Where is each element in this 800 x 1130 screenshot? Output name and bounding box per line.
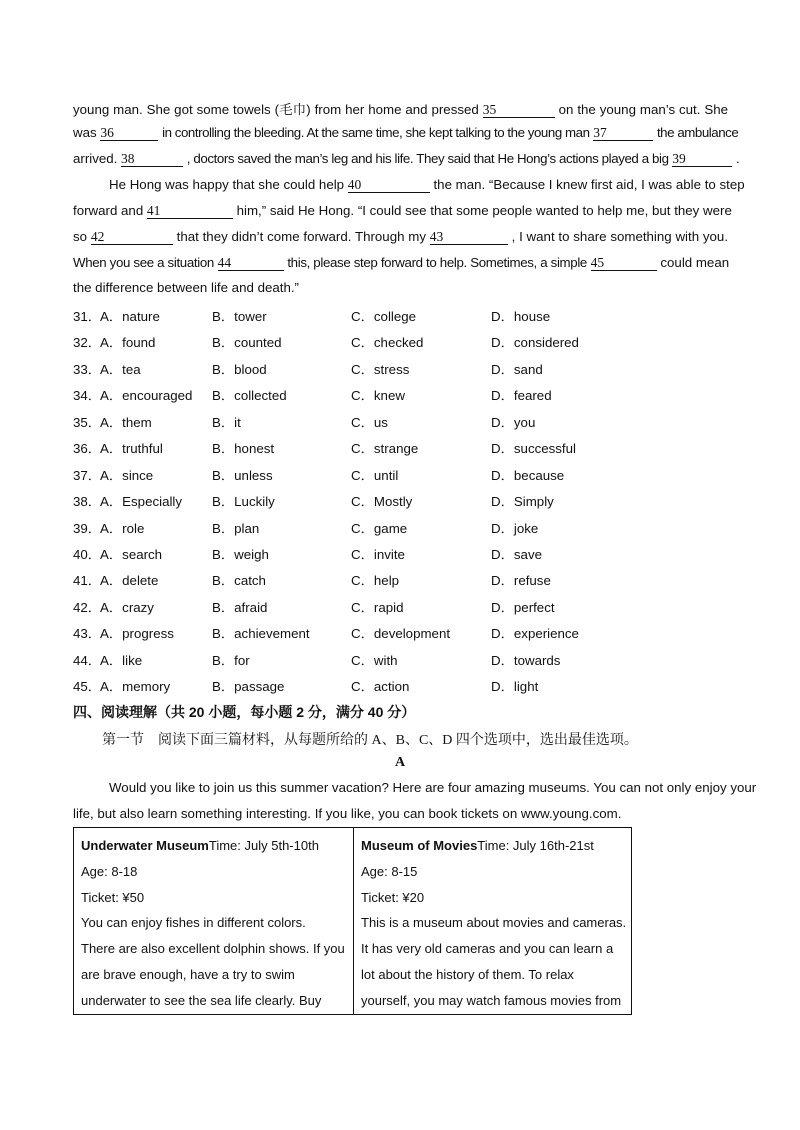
option-b: B．afraid [212, 600, 268, 615]
passage-text: the difference between life and death.” [73, 280, 299, 295]
question-number: 36． [73, 441, 102, 456]
option-b: B．achievement [212, 626, 310, 641]
question-number: 41． [73, 573, 102, 588]
passage-text: the ambulance [656, 125, 739, 140]
option-b: B．counted [212, 335, 282, 350]
option-a: A．them [100, 415, 152, 430]
intro-line: life, but also learn something interesting. If you like, you can book tickets on www.young.com. [73, 806, 622, 821]
option-d: D．towards [491, 653, 561, 668]
passage-text: When you see a situation [73, 255, 214, 270]
option-a: A．encouraged [100, 388, 193, 403]
option-d: D．light [491, 679, 539, 694]
option-a: A．like [100, 653, 143, 668]
question-number: 40． [73, 547, 102, 562]
option-c: C．action [351, 679, 410, 694]
option-d: D．considered [491, 335, 579, 350]
option-a: A．nature [100, 309, 160, 324]
option-b: B．blood [212, 362, 267, 377]
option-c: C．development [351, 626, 451, 641]
option-c: C．with [351, 653, 398, 668]
passage-text: could mean [660, 255, 730, 270]
option-a: A．crazy [100, 600, 154, 615]
option-d: D．experience [491, 626, 579, 641]
passage-text: him,” said He Hong. “I could see that some people wanted to help me, but they were [236, 203, 732, 218]
museum-desc: lot about the history of them. To relax [361, 966, 574, 982]
option-b: B．plan [212, 521, 260, 536]
museum-name: Museum of Movies [361, 838, 478, 853]
passage-text: , doctors saved the man’s leg and his life. They said that He Hong’s actions played a big [186, 151, 669, 166]
option-c: C．knew [351, 388, 405, 403]
option-c: C．game [351, 521, 408, 536]
option-d: D．refuse [491, 573, 551, 588]
passage-text: so [73, 229, 88, 244]
section-instruction: 第一节 阅读下面三篇材料，从每题所给的 A、B、C、D 四个选项中，选出最佳选项。 [102, 733, 638, 748]
option-c: C．strange [351, 441, 419, 456]
blank-number: 40 [348, 178, 430, 193]
museum-time: Time: July 16th-21st [477, 838, 594, 853]
passage-line [73, 99, 728, 118]
option-d: D．feared [491, 388, 552, 403]
option-c: C．us [351, 415, 388, 430]
passage-line [73, 229, 728, 245]
passage-text: on the young man’s cut. She [558, 102, 729, 117]
section-title: 四、阅读理解（共 20 小题，每小题 2 分，满分 40 分） [73, 704, 416, 720]
option-b: B．Luckily [212, 494, 275, 509]
passage-line [109, 177, 745, 193]
intro-line: Would you like to join us this summer vacation? Here are four amazing museums. You can not only enjoy your [109, 780, 757, 795]
blank-number: 41 [147, 204, 233, 219]
question-number: 43． [73, 626, 102, 641]
passage-text: this, please step forward to help. Sometimes, a simple [287, 255, 587, 270]
passage-text: that they didn’t come forward. Through my [176, 229, 426, 244]
question-number: 42． [73, 600, 102, 615]
option-a: A．found [100, 335, 156, 350]
option-d: D．successful [491, 441, 576, 456]
blank-number: 39 [672, 152, 732, 167]
passage-line [73, 125, 739, 141]
blank-number: 37 [593, 126, 653, 141]
museum-age: Age: 8-15 [361, 863, 418, 879]
passage-text: in controlling the bleeding. At the same time, she kept talking to the young man [162, 125, 590, 140]
option-d: D．you [491, 415, 536, 430]
question-number: 34． [73, 388, 102, 403]
museum-ticket: Ticket: ¥20 [361, 889, 425, 905]
option-c: C．stress [351, 362, 410, 377]
passage-line [73, 280, 728, 295]
passage-text: . [735, 151, 740, 166]
passage-line [73, 203, 732, 219]
question-number: 32． [73, 335, 102, 350]
option-b: B．unless [212, 468, 273, 483]
museum-desc: are brave enough, have a try to swim [81, 966, 295, 982]
museum-desc: This is a museum about movies and cameras. [361, 915, 627, 931]
question-number: 31． [73, 309, 102, 324]
museum-name: Underwater Museum [81, 838, 209, 853]
option-b: B．catch [212, 573, 266, 588]
passage-text: was [73, 125, 97, 140]
option-d: D．sand [491, 362, 543, 377]
passage-text: arrived. [73, 151, 118, 166]
museum-desc: You can enjoy fishes in different colors. [81, 915, 306, 931]
option-b: B．weigh [212, 547, 269, 562]
option-d: D．joke [491, 521, 539, 536]
option-a: A．since [100, 468, 154, 483]
blank-number: 44 [218, 256, 284, 271]
blank-number: 42 [91, 230, 173, 245]
passage-line [73, 151, 740, 167]
option-b: B．for [212, 653, 250, 668]
museum-desc: underwater to see the sea life clearly. Buy [81, 992, 322, 1008]
option-c: C．Mostly [351, 494, 413, 509]
option-b: B．honest [212, 441, 275, 456]
option-a: A．tea [100, 362, 141, 377]
museum-desc: There are also excellent dolphin shows. If you [81, 941, 345, 957]
blank-number: 45 [591, 256, 657, 271]
option-a: A．role [100, 521, 145, 536]
option-d: D．save [491, 547, 542, 562]
question-number: 38． [73, 494, 102, 509]
passage-text: young man. She got some towels (毛巾) from her home and pressed [73, 102, 479, 117]
blank-number: 35 [483, 103, 555, 118]
option-c: C．rapid [351, 600, 404, 615]
option-a: A．search [100, 547, 163, 562]
passage-text: forward and [73, 203, 144, 218]
museum-time: Time: July 5th-10th [208, 838, 319, 853]
option-b: B．tower [212, 309, 267, 324]
option-c: C．college [351, 309, 417, 324]
passage-text: He Hong was happy that she could help [109, 177, 345, 192]
question-number: 37． [73, 468, 102, 483]
museum-cell-movies [354, 828, 632, 1015]
blank-number: 43 [430, 230, 508, 245]
option-d: D．perfect [491, 600, 555, 615]
option-c: C．invite [351, 547, 405, 562]
option-b: B．collected [212, 388, 287, 403]
question-number: 45． [73, 679, 102, 694]
museum-table [73, 827, 632, 1015]
question-number: 33． [73, 362, 102, 377]
option-d: D．house [491, 309, 551, 324]
option-d: D．Simply [491, 494, 554, 509]
passage-text: , I want to share something with you. [511, 229, 729, 244]
option-a: A．progress [100, 626, 174, 641]
question-number: 39． [73, 521, 102, 536]
museum-age: Age: 8-18 [81, 863, 138, 879]
question-number: 44． [73, 653, 102, 668]
blank-number: 36 [100, 126, 158, 141]
museum-desc: It has very old cameras and you can learn a [361, 941, 614, 957]
option-b: B．passage [212, 679, 285, 694]
option-c: C．help [351, 573, 400, 588]
option-a: A．Especially [100, 494, 183, 509]
part-label: A [394, 755, 406, 770]
museum-cell-underwater [74, 828, 354, 1015]
passage-text: the man. “Because I knew first aid, I was able to step [433, 177, 745, 192]
option-c: C．checked [351, 335, 424, 350]
question-number: 35． [73, 415, 102, 430]
option-a: A．memory [100, 679, 171, 694]
option-a: A．delete [100, 573, 159, 588]
option-c: C．until [351, 468, 399, 483]
option-b: B．it [212, 415, 241, 430]
blank-number: 38 [121, 152, 183, 167]
option-a: A．truthful [100, 441, 163, 456]
option-d: D．because [491, 468, 565, 483]
passage-line [73, 255, 728, 271]
museum-ticket: Ticket: ¥50 [81, 889, 145, 905]
museum-desc: yourself, you may watch famous movies from [361, 992, 622, 1008]
